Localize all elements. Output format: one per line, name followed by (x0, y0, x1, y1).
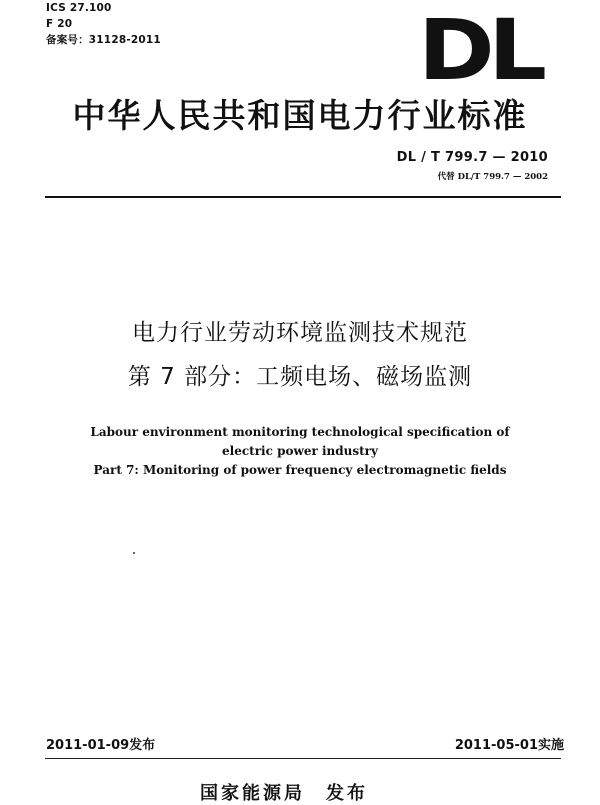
footer-divider (45, 758, 561, 759)
dl-logo (418, 1, 541, 99)
ics-code: ICS 27.100 (46, 2, 112, 14)
standard-number: DL / T 799.7 — 2010 (396, 150, 548, 165)
title-en-line3: Part 7: Monitoring of power frequency electromagnetic fields (93, 463, 507, 477)
title-zh-line2: 第 7 部分：工频电场、磁场监测 (127, 364, 473, 390)
scan-speck (133, 552, 135, 554)
title-zh-line1: 电力行业劳动环境监测技术规范 (132, 320, 468, 346)
supersedes-note: 代替 DL/T 799.7 — 2002 (437, 172, 548, 182)
category-code: F 20 (46, 18, 73, 30)
title-en-line1: Labour environment monitoring technological specification of (90, 425, 510, 439)
publisher: 国家能源局 发布 (200, 783, 368, 804)
title-en-line2: electric power industry (222, 444, 378, 458)
header-divider (45, 196, 561, 198)
dl-logo-text: DL (418, 1, 541, 99)
authority-title: 中华人民共和国电力行业标准 (72, 96, 528, 135)
record-number: 备案号：31128-2011 (46, 34, 161, 46)
effective-date: 2011-05-01实施 (454, 738, 564, 753)
issue-date: 2011-01-09发布 (46, 738, 156, 753)
